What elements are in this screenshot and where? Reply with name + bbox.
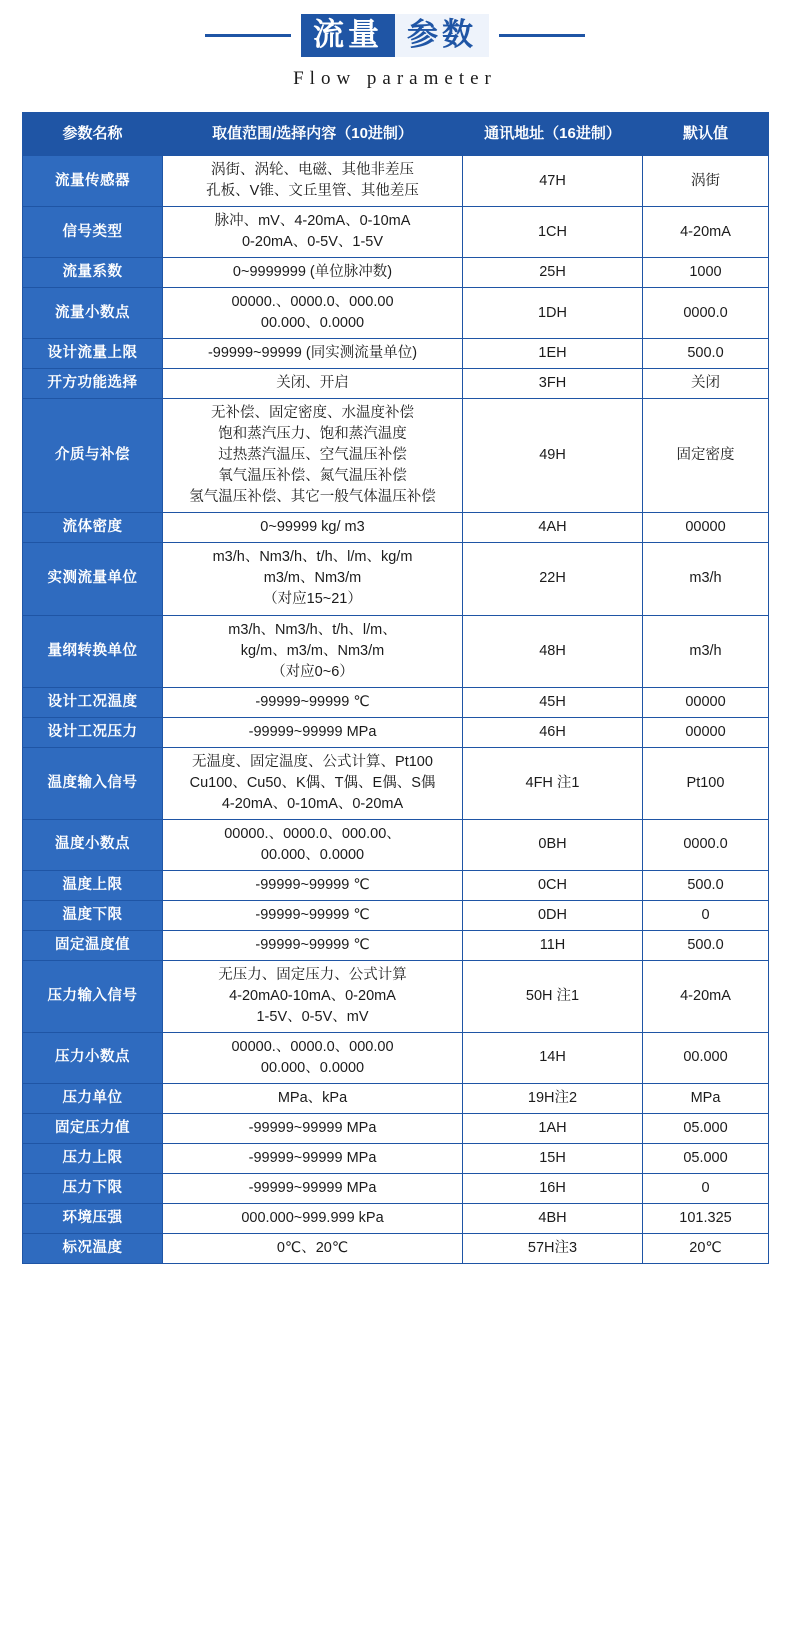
param-name-cell: 温度上限 — [23, 870, 163, 900]
param-range-cell — [163, 339, 463, 369]
param-range-cell — [163, 399, 463, 513]
param-range-cell — [163, 717, 463, 747]
table-row — [23, 513, 769, 543]
param-default-cell: 500.0 — [643, 930, 769, 960]
param-range-line: 00.000、0.0000 — [260, 315, 365, 332]
param-default-cell: 20℃ — [643, 1233, 769, 1263]
param-range-cell — [163, 369, 463, 399]
table-row — [23, 747, 769, 819]
param-range-line: （对应15~21） — [263, 591, 362, 608]
param-range-line: 00000.、0000.0、000.00、 — [224, 825, 401, 842]
param-range-line: 00000.、0000.0、000.00 — [231, 294, 394, 311]
column-header-default: 默认值 — [643, 113, 769, 156]
param-range-line: 1-5V、0-5V、mV — [256, 1008, 369, 1025]
param-address-cell: 47H — [463, 156, 643, 207]
table-row — [23, 1203, 769, 1233]
param-name-cell: 压力单位 — [23, 1083, 163, 1113]
param-default-cell: 05.000 — [643, 1113, 769, 1143]
param-default-cell: Pt100 — [643, 747, 769, 819]
param-default-cell: 涡街 — [643, 156, 769, 207]
param-name-cell: 流量小数点 — [23, 288, 163, 339]
table-row — [23, 1032, 769, 1083]
param-default-cell: 0000.0 — [643, 819, 769, 870]
param-range-cell — [163, 1173, 463, 1203]
param-address-cell: 45H — [463, 687, 643, 717]
param-default-cell: 500.0 — [643, 870, 769, 900]
param-name-cell: 实测流量单位 — [23, 543, 163, 615]
param-address-cell: 50H 注1 — [463, 960, 643, 1032]
param-address-cell: 1CH — [463, 207, 643, 258]
param-range-line: m3/h、Nm3/h、t/h、l/m、kg/m — [212, 549, 413, 566]
table-header-row — [23, 113, 769, 156]
param-range-line: -99999~99999 (同实测流量单位) — [207, 345, 418, 362]
param-range-line: -99999~99999 ℃ — [255, 906, 370, 923]
param-name-cell: 标况温度 — [23, 1233, 163, 1263]
table-row — [23, 339, 769, 369]
param-address-cell: 0BH — [463, 819, 643, 870]
param-name-cell: 固定温度值 — [23, 930, 163, 960]
param-range-line: 无压力、固定压力、公式计算 — [218, 966, 407, 983]
param-range-cell — [163, 870, 463, 900]
param-range-cell — [163, 819, 463, 870]
table-row — [23, 369, 769, 399]
param-default-cell: 101.325 — [643, 1203, 769, 1233]
param-range-line: 0~9999999 (单位脉冲数) — [232, 264, 393, 281]
param-name-cell: 压力上限 — [23, 1143, 163, 1173]
param-range-line: m3/m、Nm3/m — [263, 570, 362, 587]
table-row — [23, 1173, 769, 1203]
param-default-cell: 00000 — [643, 687, 769, 717]
param-address-cell: 25H — [463, 258, 643, 288]
param-range-line: -99999~99999 MPa — [248, 1119, 377, 1136]
table-row — [23, 1083, 769, 1113]
param-range-line: 关闭、开启 — [276, 375, 349, 392]
param-name-cell: 开方功能选择 — [23, 369, 163, 399]
param-address-cell: 1EH — [463, 339, 643, 369]
param-name-cell: 固定压力值 — [23, 1113, 163, 1143]
param-name-cell: 压力输入信号 — [23, 960, 163, 1032]
table-row — [23, 717, 769, 747]
param-address-cell: 4AH — [463, 513, 643, 543]
table-row — [23, 1113, 769, 1143]
param-range-line: 00000.、0000.0、000.00 — [231, 1038, 394, 1055]
param-range-cell — [163, 747, 463, 819]
param-default-cell: 00000 — [643, 513, 769, 543]
param-address-cell: 15H — [463, 1143, 643, 1173]
param-address-cell: 3FH — [463, 369, 643, 399]
param-range-line: 无温度、固定温度、公式计算、Pt100 — [192, 753, 433, 770]
param-address-cell: 11H — [463, 930, 643, 960]
param-range-cell — [163, 288, 463, 339]
param-range-line: （对应0~6） — [271, 663, 354, 680]
param-range-cell — [163, 960, 463, 1032]
table-row — [23, 288, 769, 339]
param-range-line: m3/h、Nm3/h、t/h、l/m、 — [228, 621, 397, 638]
param-range-cell — [163, 543, 463, 615]
param-address-cell: 48H — [463, 615, 643, 687]
param-range-line: 氢气温压补偿、其它一般气体温压补偿 — [189, 489, 436, 506]
param-default-cell: 关闭 — [643, 369, 769, 399]
table-row — [23, 258, 769, 288]
param-default-cell: 0 — [643, 1173, 769, 1203]
table-row — [23, 900, 769, 930]
title-rule-left — [205, 34, 291, 37]
param-name-cell: 设计工况压力 — [23, 717, 163, 747]
param-range-cell — [163, 687, 463, 717]
param-range-line: 00.000、0.0000 — [260, 1059, 365, 1076]
param-range-line: -99999~99999 MPa — [248, 1179, 377, 1196]
param-address-cell: 4FH 注1 — [463, 747, 643, 819]
param-range-line: 0℃、20℃ — [276, 1239, 349, 1256]
param-name-cell: 量纲转换单位 — [23, 615, 163, 687]
param-name-cell: 环境压强 — [23, 1203, 163, 1233]
param-address-cell: 46H — [463, 717, 643, 747]
table-row — [23, 399, 769, 513]
table-row — [23, 819, 769, 870]
param-range-cell — [163, 1203, 463, 1233]
param-range-line: 涡街、涡轮、电磁、其他非差压 — [211, 162, 414, 179]
param-default-cell: m3/h — [643, 543, 769, 615]
param-range-line: 4-20mA0-10mA、0-20mA — [229, 987, 396, 1004]
param-range-cell — [163, 1233, 463, 1263]
title-chip-primary: 流量 — [301, 14, 395, 57]
param-range-line: 0-20mA、0-5V、1-5V — [241, 234, 384, 251]
table-body — [23, 156, 769, 1264]
param-range-line: -99999~99999 MPa — [248, 723, 377, 740]
param-range-line: Cu100、Cu50、K偶、T偶、E偶、S偶 — [189, 774, 436, 791]
title-rule-right — [499, 34, 585, 37]
table-row — [23, 960, 769, 1032]
param-address-cell: 19H注2 — [463, 1083, 643, 1113]
param-range-line: 氧气温压补偿、氮气温压补偿 — [218, 468, 407, 485]
param-range-line: 孔板、V锥、文丘里管、其他差压 — [206, 183, 419, 200]
param-range-cell — [163, 1083, 463, 1113]
page-subtitle: Flow parameter — [293, 68, 497, 90]
param-address-cell: 49H — [463, 399, 643, 513]
table-row — [23, 1143, 769, 1173]
param-range-line: kg/m、m3/m、Nm3/m — [240, 642, 385, 659]
param-name-cell: 设计流量上限 — [23, 339, 163, 369]
param-address-cell: 0CH — [463, 870, 643, 900]
param-name-cell: 压力下限 — [23, 1173, 163, 1203]
param-range-line: -99999~99999 ℃ — [255, 936, 370, 953]
param-range-cell — [163, 1032, 463, 1083]
param-range-line: 000.000~999.999 kPa — [241, 1209, 384, 1226]
param-address-cell: 1AH — [463, 1113, 643, 1143]
param-range-cell — [163, 258, 463, 288]
param-range-line: 过热蒸汽温压、空气温压补偿 — [218, 447, 407, 464]
param-range-cell — [163, 615, 463, 687]
param-default-cell: m3/h — [643, 615, 769, 687]
param-default-cell: 固定密度 — [643, 399, 769, 513]
param-range-cell — [163, 930, 463, 960]
table-row — [23, 870, 769, 900]
param-name-cell: 温度下限 — [23, 900, 163, 930]
table-row — [23, 207, 769, 258]
param-default-cell: MPa — [643, 1083, 769, 1113]
param-name-cell: 流体密度 — [23, 513, 163, 543]
param-range-cell — [163, 513, 463, 543]
param-address-cell: 14H — [463, 1032, 643, 1083]
param-range-line: 饱和蒸汽压力、饱和蒸汽温度 — [218, 426, 407, 443]
table-row — [23, 1233, 769, 1263]
param-address-cell: 0DH — [463, 900, 643, 930]
param-name-cell: 流量传感器 — [23, 156, 163, 207]
param-range-line: 4-20mA、0-10mA、0-20mA — [221, 795, 404, 812]
param-range-line: 无补偿、固定密度、水温度补偿 — [211, 405, 414, 422]
param-address-cell: 16H — [463, 1173, 643, 1203]
parameter-table-wrap — [22, 112, 768, 1263]
param-default-cell: 05.000 — [643, 1143, 769, 1173]
param-default-cell: 4-20mA — [643, 960, 769, 1032]
parameter-table — [22, 112, 769, 1263]
param-range-cell — [163, 207, 463, 258]
column-header-address: 通讯地址（16进制） — [463, 113, 643, 156]
param-address-cell: 4BH — [463, 1203, 643, 1233]
param-name-cell: 温度输入信号 — [23, 747, 163, 819]
param-address-cell: 57H注3 — [463, 1233, 643, 1263]
param-name-cell: 介质与补偿 — [23, 399, 163, 513]
table-header — [23, 113, 769, 156]
param-default-cell: 4-20mA — [643, 207, 769, 258]
param-range-cell — [163, 1143, 463, 1173]
param-range-line: MPa、kPa — [277, 1089, 348, 1106]
param-range-cell — [163, 900, 463, 930]
param-name-cell: 流量系数 — [23, 258, 163, 288]
title-chip-secondary: 参数 — [395, 14, 489, 57]
param-name-cell: 温度小数点 — [23, 819, 163, 870]
table-row — [23, 156, 769, 207]
table-row — [23, 615, 769, 687]
param-name-cell: 设计工况温度 — [23, 687, 163, 717]
param-default-cell: 500.0 — [643, 339, 769, 369]
title-row — [0, 14, 790, 57]
param-name-cell: 压力小数点 — [23, 1032, 163, 1083]
table-row — [23, 930, 769, 960]
param-range-line: -99999~99999 ℃ — [255, 876, 370, 893]
param-default-cell: 0000.0 — [643, 288, 769, 339]
table-row — [23, 543, 769, 615]
param-default-cell: 1000 — [643, 258, 769, 288]
param-range-line: -99999~99999 MPa — [248, 1149, 377, 1166]
param-range-line: 0~99999 kg/ m3 — [260, 519, 365, 536]
param-name-cell: 信号类型 — [23, 207, 163, 258]
param-range-cell — [163, 1113, 463, 1143]
page-title — [301, 14, 489, 57]
column-header-range: 取值范围/选择内容（10进制） — [163, 113, 463, 156]
param-address-cell: 1DH — [463, 288, 643, 339]
param-range-line: -99999~99999 ℃ — [255, 693, 370, 710]
param-range-line: 00.000、0.0000 — [260, 846, 365, 863]
param-range-line: 脉冲、mV、4-20mA、0-10mA — [214, 213, 411, 230]
param-default-cell: 00.000 — [643, 1032, 769, 1083]
page-header — [0, 0, 790, 90]
param-address-cell: 22H — [463, 543, 643, 615]
column-header-name: 参数名称 — [23, 113, 163, 156]
param-default-cell: 00000 — [643, 717, 769, 747]
table-row — [23, 687, 769, 717]
param-range-cell — [163, 156, 463, 207]
param-default-cell: 0 — [643, 900, 769, 930]
